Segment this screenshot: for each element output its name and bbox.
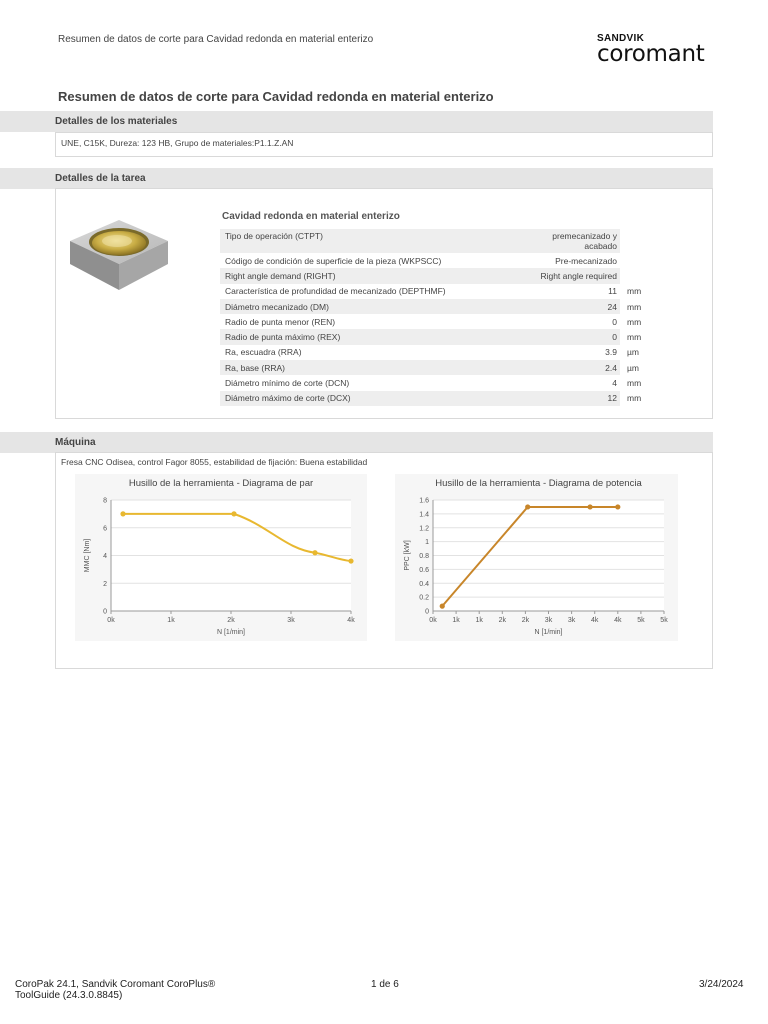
- param-value: 2.4: [528, 360, 620, 375]
- param-value: 4: [612, 378, 617, 389]
- machine-box: [55, 452, 713, 669]
- param-label: Ra, escuadra (RRA): [225, 347, 302, 358]
- y-tick-label: 6: [103, 525, 107, 533]
- x-tick-label: 3k: [567, 617, 576, 624]
- param-unit: mm: [620, 299, 670, 314]
- param-label: Radio de punta máximo (REX): [220, 329, 528, 344]
- logo-brand: SANDVIK: [597, 33, 645, 44]
- param-value: Pre-mecanizado: [555, 255, 617, 266]
- footer-date: 3/24/2024: [699, 979, 744, 990]
- x-tick-label: 4k: [614, 617, 622, 624]
- x-tick-label: 5k: [660, 617, 668, 624]
- x-tick-label: 2k: [498, 617, 507, 624]
- y-tick-label: 4: [103, 553, 107, 560]
- x-tick-label: 0k: [429, 617, 437, 624]
- param-label: Código de condición de superficie de la pieza (WKPSCC): [225, 255, 442, 266]
- data-point: [312, 550, 317, 555]
- param-value: 0: [612, 316, 617, 327]
- footer-product: CoroPak 24.1, Sandvik Coromant CoroPlus® ToolGuide (24.3.0.8845): [15, 979, 216, 1001]
- param-row: [220, 345, 670, 360]
- logo-sub: coromant: [597, 41, 705, 67]
- data-point: [120, 511, 125, 516]
- param-row: [220, 360, 670, 375]
- y-tick-label: 0: [103, 608, 107, 616]
- param-unit: mm: [620, 284, 670, 299]
- param-unit: mm: [620, 329, 670, 344]
- param-row: [220, 253, 670, 268]
- param-label: Tipo de operación (CTPT): [220, 229, 528, 253]
- y-tick-label: 0.4: [419, 580, 429, 588]
- task-parameters-table: [220, 229, 670, 406]
- param-unit: [620, 268, 670, 283]
- x-tick-label: 3k: [544, 617, 553, 624]
- y-tick-label: 1: [425, 539, 429, 547]
- data-point: [348, 558, 353, 563]
- x-tick-label: 4k: [347, 617, 355, 624]
- param-label: Ra, base (RRA): [220, 360, 528, 375]
- y-tick-label: 2: [103, 580, 107, 588]
- data-point: [231, 511, 236, 516]
- x-tick-label: 1k: [475, 617, 483, 624]
- param-unit: mm: [620, 314, 670, 329]
- param-unit: mm: [620, 391, 670, 406]
- param-label: Característica de profundidad de mecanizado (DEPTHMF): [225, 286, 446, 297]
- param-row: [220, 375, 670, 390]
- param-unit: µm: [620, 360, 670, 375]
- running-header: Resumen de datos de corte para Cavidad redonda en material enterizo: [58, 34, 374, 45]
- materials-section-header: [0, 111, 713, 132]
- param-unit: [620, 253, 670, 268]
- materials-heading: Detalles de los materiales: [55, 116, 178, 127]
- param-label: Diámetro mínimo de corte (DCN): [225, 378, 350, 389]
- y-axis-label: MMC [Nm]: [84, 538, 91, 573]
- machine-heading: Máquina: [55, 437, 96, 448]
- x-tick-label: 4k: [590, 617, 599, 624]
- data-point: [440, 604, 445, 609]
- param-label: Diámetro máximo de corte (DCX): [220, 391, 528, 406]
- param-row: [220, 329, 670, 344]
- sandvik-coromant-logo: [597, 33, 717, 67]
- y-tick-label: 0: [425, 608, 429, 616]
- x-tick-label: 1k: [167, 617, 175, 624]
- param-unit: µm: [620, 345, 670, 360]
- y-axis-label: PPC [kW]: [404, 540, 411, 571]
- task-box: [55, 188, 713, 419]
- param-row: [220, 229, 670, 253]
- task-section-header: [0, 168, 713, 189]
- materials-box: [55, 132, 713, 157]
- data-point: [587, 504, 592, 509]
- param-label: Right angle demand (RIGHT): [220, 268, 528, 283]
- param-value: 12: [528, 391, 620, 406]
- param-unit: mm: [620, 375, 670, 390]
- footer-page-number: 1 de 6: [371, 979, 399, 990]
- param-value: 0: [528, 329, 620, 344]
- data-point: [525, 504, 530, 509]
- param-value: premecanizado y acabado: [528, 229, 620, 253]
- y-tick-label: 1.2: [419, 525, 429, 533]
- power-chart: [395, 474, 678, 641]
- document-title: Resumen de datos de corte para Cavidad redonda en material enterizo: [58, 89, 494, 104]
- x-tick-label: 1k: [452, 617, 460, 624]
- y-tick-label: 8: [103, 497, 107, 505]
- chart-title: Husillo de la herramienta - Diagrama de potencia: [435, 478, 642, 489]
- machine-text: Fresa CNC Odisea, control Fagor 8055, estabilidad de fijación: Buena estabilidad: [61, 457, 368, 467]
- chart-title: Husillo de la herramienta - Diagrama de par: [128, 478, 314, 489]
- y-tick-label: 1.6: [419, 497, 429, 505]
- machine-section-header: [0, 432, 713, 453]
- param-row: [220, 284, 670, 299]
- param-unit: [620, 229, 670, 253]
- param-label: Diámetro mecanizado (DM): [220, 299, 528, 314]
- param-row: [220, 268, 670, 283]
- torque-chart: [75, 474, 367, 641]
- task-title: Cavidad redonda en material enterizo: [222, 211, 400, 222]
- round-cavity-image: [66, 214, 172, 294]
- param-row: [220, 314, 670, 329]
- task-heading: Detalles de la tarea: [55, 173, 146, 184]
- param-value: Right angle required: [528, 268, 620, 283]
- param-value: 11: [608, 286, 617, 297]
- x-tick-label: 0k: [107, 617, 115, 624]
- x-tick-label: 2k: [521, 617, 530, 624]
- x-tick-label: 5k: [637, 617, 645, 624]
- param-value: 3.9: [605, 347, 617, 358]
- y-tick-label: 1.4: [419, 511, 429, 519]
- materials-text: UNE, C15K, Dureza: 123 HB, Grupo de materiales:P1.1.Z.AN: [61, 138, 294, 148]
- y-tick-label: 0.2: [419, 594, 429, 602]
- param-label: Radio de punta menor (REN): [225, 316, 336, 327]
- param-value: 24: [528, 299, 620, 314]
- x-axis-label: N [1/min]: [534, 629, 563, 636]
- x-tick-label: 2k: [227, 617, 235, 624]
- y-tick-label: 0.8: [419, 553, 429, 560]
- data-point: [615, 504, 620, 509]
- y-tick-label: 0.6: [419, 566, 429, 574]
- x-tick-label: 3k: [287, 617, 295, 624]
- param-row: [220, 391, 670, 406]
- param-row: [220, 299, 670, 314]
- x-axis-label: N [1/min]: [216, 629, 246, 636]
